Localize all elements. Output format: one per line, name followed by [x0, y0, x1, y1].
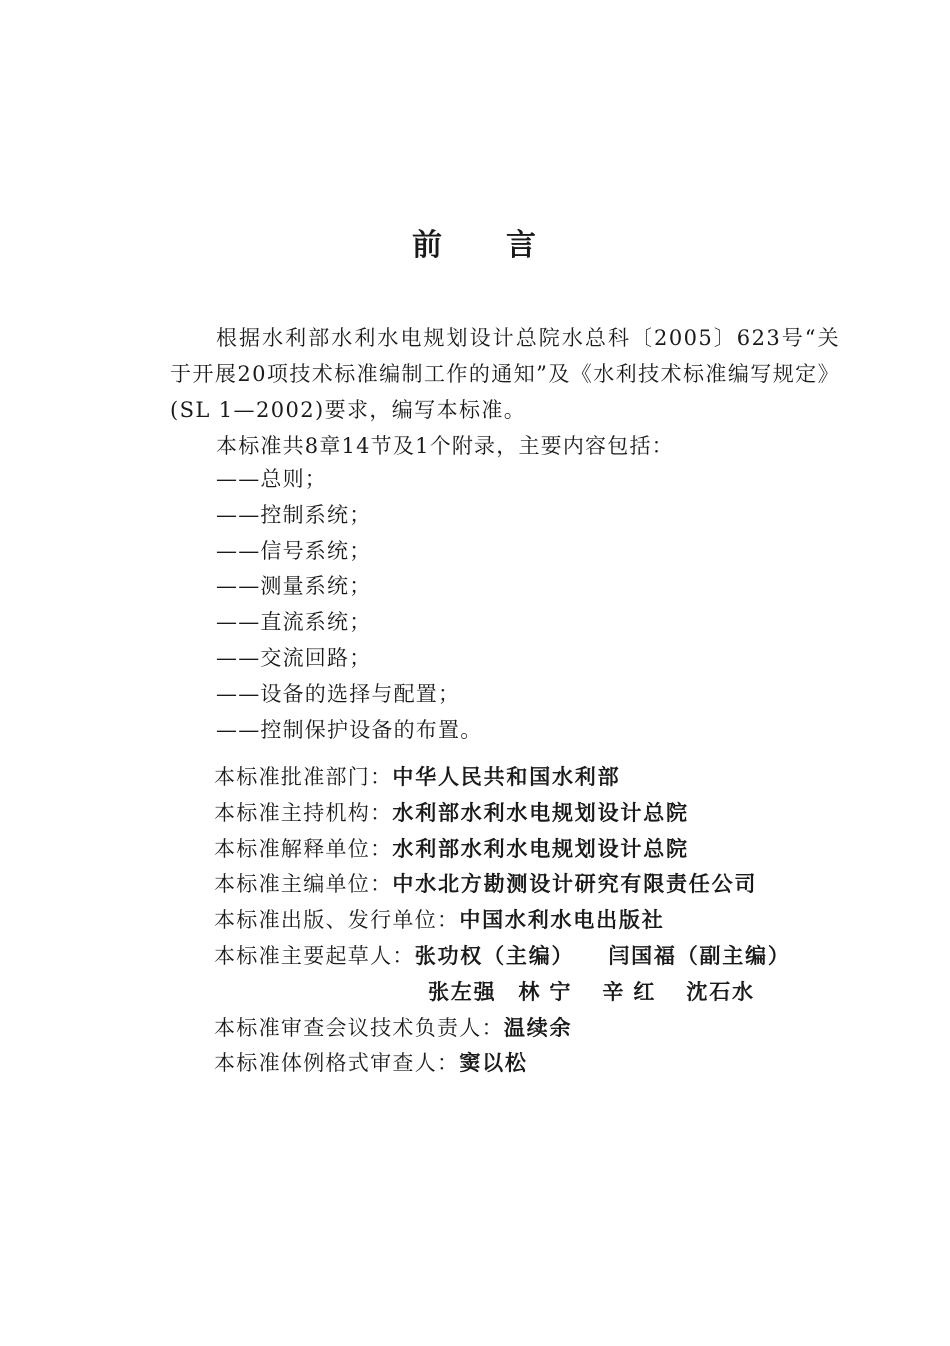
title-part-2: 言 [506, 228, 538, 263]
chief-editor-unit-row [214, 867, 791, 903]
review-lead-value: 温续余 [503, 1015, 573, 1040]
chief-editor-unit-label: 本标准主编单位： [214, 872, 393, 897]
publisher-value: 中国水利水电出版社 [459, 908, 665, 933]
list-item: ——总则； [216, 467, 327, 491]
list-item: ——交流回路； [216, 645, 372, 670]
publisher-row [214, 903, 791, 939]
standard-info-block [214, 760, 791, 1082]
drafters-row [214, 939, 791, 975]
interpretation-label: 本标准解释单位： [214, 836, 393, 861]
review-lead-label: 本标准审查会议技术负责人： [214, 1015, 504, 1040]
host-row [214, 796, 791, 832]
drafter-name: 张左强 [428, 979, 497, 1004]
approval-row [214, 760, 791, 796]
chief-editor-unit-value: 中水北方勘测设计研究有限责任公司 [392, 872, 758, 897]
drafter-name: 林宁 [518, 979, 581, 1004]
host-value: 水利部水利水电规划设计总院 [392, 800, 689, 825]
approval-label: 本标准批准部门： [214, 765, 393, 789]
format-reviewer-label: 本标准体例格式审查人： [214, 1051, 460, 1076]
drafter-name: 辛红 [602, 979, 665, 1004]
contents-list [216, 462, 482, 748]
list-item: ——设备的选择与配置； [216, 681, 461, 706]
list-item: ——控制系统； [216, 502, 372, 527]
list-item: ——直流系统； [216, 610, 372, 635]
drafter-deputy: 闫国福（副主编） [608, 943, 791, 968]
drafters-label: 本标准主要起草人： [214, 943, 415, 968]
interpretation-value: 水利部水利水电规划设计总院 [392, 836, 689, 861]
publisher-label: 本标准出版、发行单位： [214, 908, 460, 933]
list-item: ——测量系统； [216, 574, 372, 599]
format-reviewer-row [214, 1046, 791, 1082]
approval-value: 中华人民共和国水利部 [392, 765, 621, 789]
drafter-name: 沈石水 [686, 979, 755, 1004]
interpretation-row [214, 832, 791, 868]
list-item: ——控制保护设备的布置。 [216, 717, 483, 742]
drafters-row-2 [214, 975, 791, 1011]
intro-text: 根据水利部水利水电规划设计总院水总科〔2005〕623号“关于开展20项技术标准编制工作的通知”及《水利技术标准编写规定》(SL 1—2002)要求，编写本标准。 [170, 326, 840, 422]
drafter-lead: 张功权（主编） [414, 943, 575, 968]
page-title [0, 220, 950, 264]
format-reviewer-value: 窦以松 [459, 1051, 528, 1076]
list-item: ——信号系统； [216, 538, 372, 563]
summary-line: 本标准共8章14节及1个附录，主要内容包括： [216, 434, 674, 458]
host-label: 本标准主持机构： [214, 800, 393, 825]
review-lead-row [214, 1011, 791, 1047]
title-part-1: 前 [412, 228, 444, 263]
intro-paragraph [170, 320, 840, 428]
